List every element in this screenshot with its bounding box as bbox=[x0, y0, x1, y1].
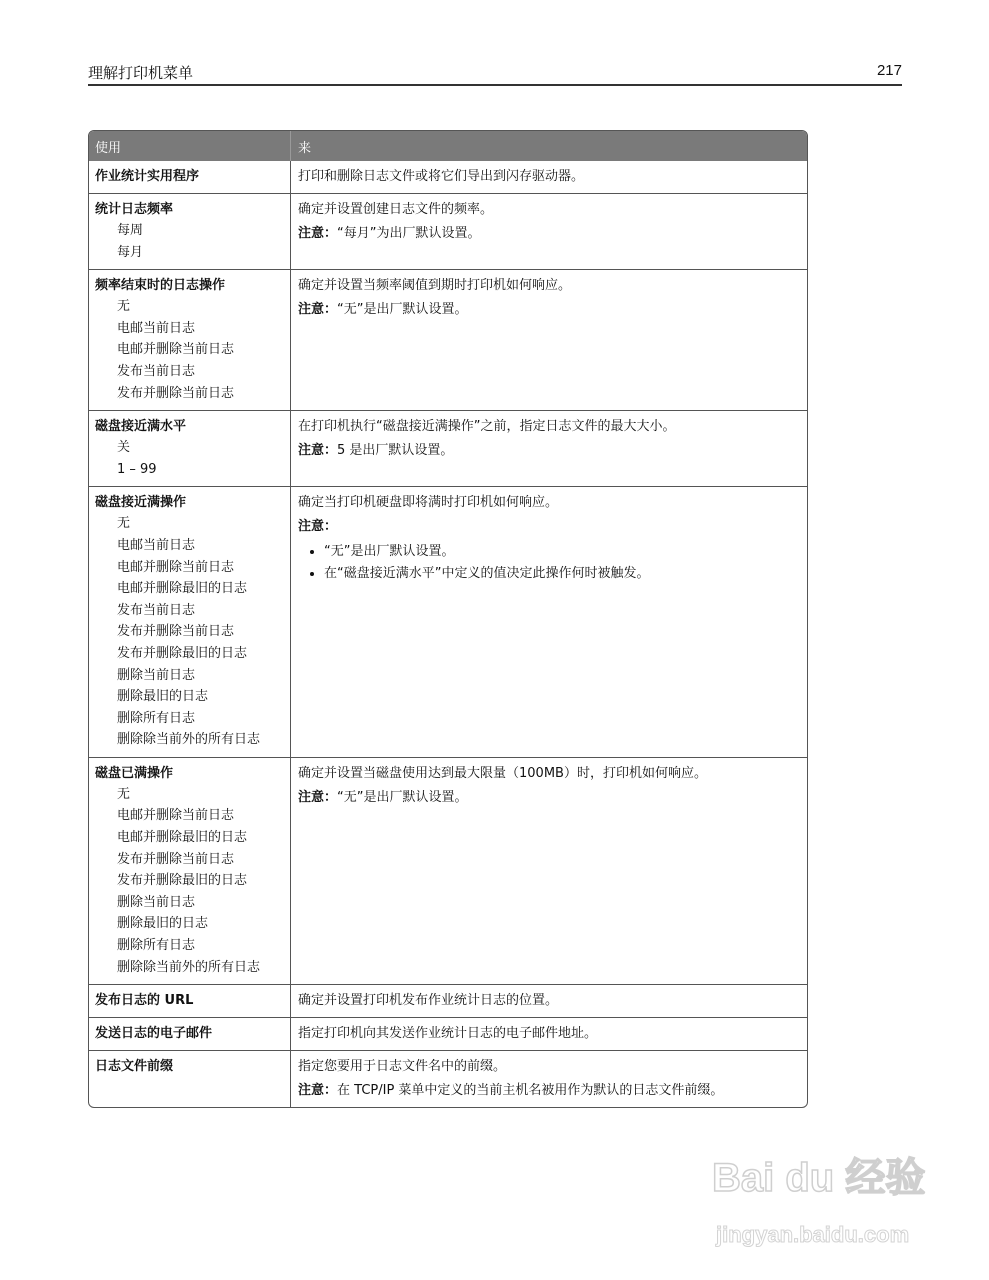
note-label: 注意： bbox=[298, 519, 338, 535]
table-row bbox=[89, 193, 807, 269]
option-cell bbox=[89, 1018, 291, 1050]
option-cell bbox=[89, 194, 291, 269]
description-cell bbox=[291, 194, 807, 269]
option-value: 电邮并删除最旧的日志 bbox=[117, 581, 248, 597]
description-cell bbox=[291, 270, 807, 410]
option-cell bbox=[89, 487, 291, 757]
table-row bbox=[89, 161, 807, 193]
option-value: 删除当前日志 bbox=[117, 894, 196, 910]
table-row bbox=[89, 984, 807, 1017]
option-value: 关 bbox=[117, 440, 131, 456]
option-cell bbox=[89, 985, 291, 1017]
option-value: 无 bbox=[117, 299, 131, 315]
description-text: 确定当打印机硬盘即将满时打印机如何响应。 bbox=[298, 495, 559, 511]
note-label: 注意： bbox=[298, 302, 338, 318]
note bbox=[298, 223, 800, 244]
option-value: 无 bbox=[117, 786, 131, 802]
note-label: 注意： bbox=[298, 1083, 338, 1099]
note-bullet: • “无”是出厂默认设置。 bbox=[324, 541, 800, 563]
note-bullet: • 在“磁盘接近满水平”中定义的值决定此操作何时被触发。 bbox=[324, 563, 800, 585]
description-text: 指定打印机向其发送作业统计日志的电子邮件地址。 bbox=[298, 1026, 598, 1042]
description-cell bbox=[291, 487, 807, 757]
page-header bbox=[88, 62, 902, 86]
option-value: 电邮并删除最旧的日志 bbox=[117, 830, 248, 846]
option-value: 删除除当前外的所有日志 bbox=[117, 959, 261, 975]
option-value: 电邮并删除当前日志 bbox=[117, 808, 235, 824]
watermark-logo: Bai du 经验 bbox=[712, 1156, 926, 1200]
note bbox=[298, 787, 800, 808]
option-value: 电邮当前日志 bbox=[117, 320, 196, 336]
option-value: 删除最旧的日志 bbox=[117, 916, 209, 932]
description-cell bbox=[291, 758, 807, 984]
table-row bbox=[89, 486, 807, 757]
note-text: “无”是出厂默认设置。 bbox=[337, 302, 468, 318]
option-title: 日志文件前缀 bbox=[95, 1059, 174, 1075]
option-title: 磁盘接近满操作 bbox=[95, 495, 187, 511]
description-cell bbox=[291, 161, 807, 193]
table-row bbox=[89, 757, 807, 984]
description-text: 打印和删除日志文件或将它们导出到闪存驱动器。 bbox=[298, 169, 585, 184]
option-value: 电邮并删除当前日志 bbox=[117, 342, 235, 358]
watermark-url: jingyan.baidu.com bbox=[716, 1222, 910, 1247]
option-title: 磁盘已满操作 bbox=[95, 765, 174, 781]
option-value: 删除所有日志 bbox=[117, 938, 196, 954]
note-bullet-list bbox=[298, 541, 800, 585]
note bbox=[298, 1080, 800, 1101]
option-value: 每周 bbox=[117, 223, 144, 238]
baidu-jingyan-watermark bbox=[712, 1128, 942, 1268]
note-label: 注意： bbox=[298, 443, 338, 459]
column-header-use: 使用 bbox=[89, 131, 291, 161]
description-text: 确定并设置打印机发布作业统计日志的位置。 bbox=[298, 993, 559, 1009]
table-row bbox=[89, 269, 807, 410]
option-cell bbox=[89, 411, 291, 486]
column-header-purpose: 来 bbox=[298, 141, 312, 156]
table-header-row bbox=[89, 131, 807, 161]
page-title: 理解打印机菜单 bbox=[88, 64, 194, 82]
option-title: 频率结束时的日志操作 bbox=[95, 278, 226, 294]
note-label: 注意： bbox=[298, 789, 338, 805]
note-text: 在 TCP/IP 菜单中定义的当前主机名被用作为默认的日志文件前缀。 bbox=[337, 1083, 724, 1099]
page-number: 217 bbox=[876, 62, 902, 79]
option-value: 发布并删除最旧的日志 bbox=[117, 873, 248, 889]
note-text: “无”是出厂默认设置。 bbox=[337, 789, 468, 805]
option-value: 删除除当前外的所有日志 bbox=[117, 732, 261, 748]
description-cell bbox=[291, 411, 807, 486]
menu-table bbox=[88, 130, 808, 1108]
note bbox=[298, 299, 800, 320]
option-cell bbox=[89, 161, 291, 193]
option-value: 电邮并删除当前日志 bbox=[117, 559, 235, 575]
description-text: 在打印机执行“磁盘接近满操作”之前，指定日志文件的最大大小。 bbox=[298, 419, 676, 435]
description-text: 确定并设置创建日志文件的频率。 bbox=[298, 202, 494, 217]
option-value: 发布并删除当前日志 bbox=[117, 385, 235, 401]
option-cell bbox=[89, 758, 291, 984]
option-title: 作业统计实用程序 bbox=[95, 169, 200, 184]
option-cell bbox=[89, 270, 291, 410]
table-row bbox=[89, 1017, 807, 1050]
note bbox=[298, 440, 800, 461]
note-label: 注意： bbox=[298, 226, 338, 241]
option-value: 删除最旧的日志 bbox=[117, 689, 209, 705]
table-row bbox=[89, 1050, 807, 1107]
option-value: 删除当前日志 bbox=[117, 667, 196, 683]
option-value: 发布并删除最旧的日志 bbox=[117, 645, 248, 661]
option-value: 发布并删除当前日志 bbox=[117, 624, 235, 640]
description-cell bbox=[291, 1018, 807, 1050]
option-value: 发布当前日志 bbox=[117, 602, 196, 618]
description-text: 指定您要用于日志文件名中的前缀。 bbox=[298, 1059, 507, 1075]
option-value: 每月 bbox=[117, 244, 144, 260]
option-value: 电邮当前日志 bbox=[117, 537, 196, 553]
description-text: 确定并设置当磁盘使用达到最大限量（100MB）时，打印机如何响应。 bbox=[298, 765, 707, 781]
option-value: 发布当前日志 bbox=[117, 363, 196, 379]
description-text: 确定并设置当频率阈值到期时打印机如何响应。 bbox=[298, 278, 572, 294]
table-body bbox=[89, 161, 807, 1107]
option-title: 统计日志频率 bbox=[95, 202, 174, 217]
note-text: 5 是出厂默认设置。 bbox=[337, 443, 454, 459]
option-value: 发布并删除当前日志 bbox=[117, 851, 235, 867]
option-cell bbox=[89, 1051, 291, 1107]
option-title: 磁盘接近满水平 bbox=[95, 419, 187, 435]
note bbox=[298, 516, 800, 537]
description-cell bbox=[291, 1051, 807, 1107]
option-title: 发布日志的 URL bbox=[95, 993, 194, 1009]
option-title: 发送日志的电子邮件 bbox=[95, 1026, 213, 1042]
note-text: “每月”为出厂默认设置。 bbox=[337, 226, 481, 241]
table-row bbox=[89, 410, 807, 486]
description-cell bbox=[291, 985, 807, 1017]
option-value: 无 bbox=[117, 516, 131, 532]
option-value: 删除所有日志 bbox=[117, 710, 196, 726]
option-value: 1 – 99 bbox=[117, 461, 157, 477]
